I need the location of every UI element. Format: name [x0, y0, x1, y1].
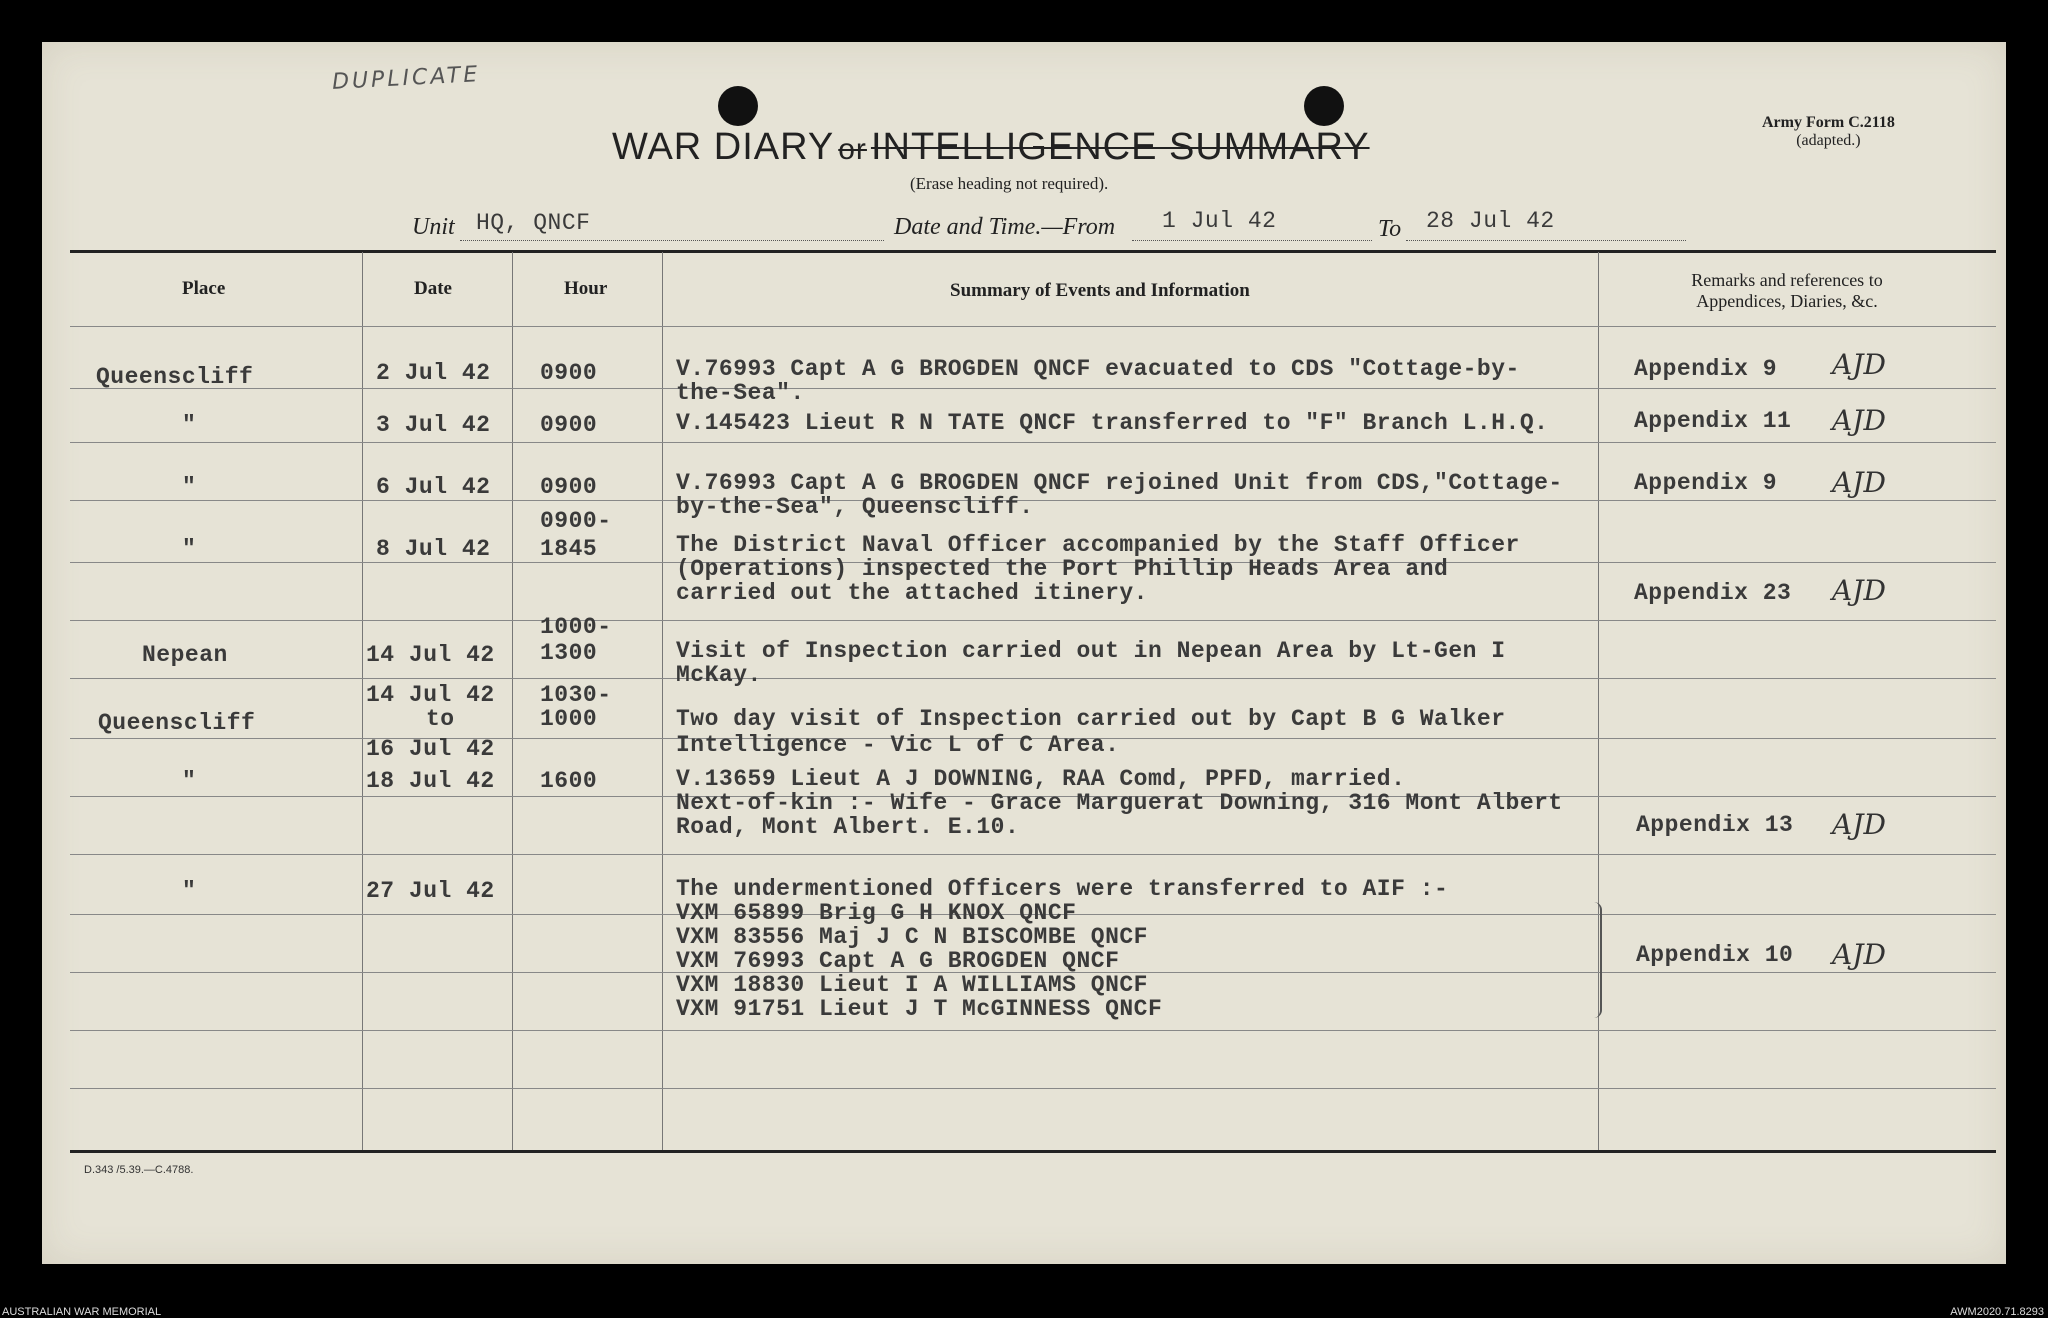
entry-6-date-end: 16 Jul 42	[366, 736, 495, 762]
row-rule	[70, 442, 1996, 443]
entry-8-line-4: VXM 76993 Capt A G BROGDEN QNCF	[676, 948, 1120, 974]
entry-5-hour-end: 1300	[540, 640, 598, 666]
remarks-line-2: Appendices, Diaries, &c.	[1696, 291, 1878, 311]
entry-6-place: Queenscliff	[98, 710, 256, 736]
row-rule	[70, 678, 1996, 679]
entry-6-hour-end: 1000	[540, 706, 598, 732]
entry-3-line-1: V.76993 Capt A G BROGDEN QNCF rejoined Unit from CDS,"Cottage-	[676, 470, 1563, 496]
row-rule	[70, 854, 1996, 855]
entry-5-line-2: McKay.	[676, 662, 762, 688]
row-rule	[70, 620, 1996, 621]
col-divider-2	[512, 252, 513, 1150]
unit-label: Unit	[412, 214, 455, 240]
col-divider-3	[662, 252, 663, 1150]
entry-4-place: "	[182, 536, 197, 562]
entry-3-remark: Appendix 9	[1634, 470, 1778, 496]
entry-3-date: 6 Jul 42	[376, 474, 491, 500]
entry-1-hour: 0900	[540, 360, 598, 386]
entry-4-line-3: carried out the attached itinery.	[676, 580, 1148, 606]
entry-5-place: Nepean	[142, 642, 228, 668]
entry-2-line-1: V.145423 Lieut R N TATE QNCF transferred to "F" Branch L.H.Q.	[676, 410, 1549, 436]
print-code: D.343 /5.39.—C.4788.	[84, 1164, 194, 1176]
entry-8-initials: AJD	[1832, 938, 1886, 971]
entry-8-place: "	[182, 878, 197, 904]
col-header-summary: Summary of Events and Information	[950, 280, 1250, 301]
entry-2-date: 3 Jul 42	[376, 412, 491, 438]
entry-7-place: "	[182, 768, 197, 794]
row-rule	[70, 388, 1996, 389]
entry-8-brace	[1590, 902, 1602, 1018]
document-page	[42, 42, 2006, 1264]
punch-hole-right	[1304, 86, 1344, 126]
col-header-date: Date	[414, 278, 452, 299]
header-rule	[70, 326, 1996, 327]
table-bottom-border	[70, 1150, 1996, 1153]
unit-underline	[460, 240, 884, 241]
entry-7-line-1: V.13659 Lieut A J DOWNING, RAA Comd, PPFD, married.	[676, 766, 1406, 792]
entry-4-line-1: The District Naval Officer accompanied by the Staff Officer	[676, 532, 1520, 558]
entry-1-place: Queenscliff	[96, 364, 254, 390]
entry-4-hour-end: 1845	[540, 536, 598, 562]
punch-hole-left	[718, 86, 758, 126]
entry-8-line-2: VXM 65899 Brig G H KNOX QNCF	[676, 900, 1077, 926]
entry-8-line-1: The undermentioned Officers were transferred to AIF :-	[676, 876, 1449, 902]
row-rule	[70, 1030, 1996, 1031]
title-intelligence-summary: INTELLIGENCE SUMMARY	[870, 126, 1370, 168]
title-war-diary: WAR DIARY	[612, 126, 835, 168]
entry-3-place: "	[182, 474, 197, 500]
entry-6-line-2: Intelligence - Vic L of C Area.	[676, 732, 1120, 758]
date-time-label: Date and Time.—From	[894, 214, 1116, 240]
table-top-border	[70, 250, 1996, 253]
entry-7-hour: 1600	[540, 768, 598, 794]
form-number: Army Form C.2118	[1762, 114, 1895, 131]
entry-1-date: 2 Jul 42	[376, 360, 491, 386]
entry-8-line-3: VXM 83556 Maj J C N BISCOMBE QNCF	[676, 924, 1148, 950]
date-to-underline	[1406, 240, 1686, 241]
entry-5-date: 14 Jul 42	[366, 642, 495, 668]
entry-1-remark: Appendix 9	[1634, 356, 1778, 382]
entry-3-initials: AJD	[1832, 466, 1886, 499]
date-from-value: 1 Jul 42	[1162, 208, 1277, 234]
entry-1-line-2: the-Sea".	[676, 380, 805, 406]
entry-7-date: 18 Jul 42	[366, 768, 495, 794]
col-header-place: Place	[182, 278, 226, 299]
col-header-remarks	[1622, 270, 1952, 312]
entry-4-initials: AJD	[1832, 574, 1886, 607]
form-title	[612, 126, 1370, 169]
entry-8-date: 27 Jul 42	[366, 878, 495, 904]
entry-3-hour: 0900	[540, 474, 598, 500]
form-reference	[1762, 114, 1895, 150]
entry-8-line-6: VXM 91751 Lieut J T McGINNESS QNCF	[676, 996, 1163, 1022]
entry-8-line-5: VXM 18830 Lieut I A WILLIAMS QNCF	[676, 972, 1148, 998]
entry-2-hour: 0900	[540, 412, 598, 438]
entry-2-place: "	[182, 412, 197, 438]
entry-7-remark: Appendix 13	[1636, 812, 1794, 838]
entry-6-hour: 1030-	[540, 682, 612, 708]
col-divider-1	[362, 252, 363, 1150]
footer-accession: AWM2020.71.8293	[1950, 1306, 2044, 1318]
entry-8-remark: Appendix 10	[1636, 942, 1794, 968]
entry-5-hour: 1000-	[540, 614, 612, 640]
date-to-value: 28 Jul 42	[1426, 208, 1555, 234]
entry-1-line-1: V.76993 Capt A G BROGDEN QNCF evacuated to CDS "Cottage-by-	[676, 356, 1520, 382]
row-rule	[70, 1088, 1996, 1089]
entry-4-line-2: (Operations) inspected the Port Phillip Heads Area and	[676, 556, 1449, 582]
form-adapted: (adapted.)	[1796, 132, 1861, 149]
col-header-hour: Hour	[564, 278, 608, 299]
entry-7-line-2: Next-of-kin :- Wife - Grace Marguerat Downing, 316 Mont Albert	[676, 790, 1563, 816]
entry-6-date: 14 Jul 42	[366, 682, 495, 708]
entry-4-remark: Appendix 23	[1634, 580, 1792, 606]
entry-7-initials: AJD	[1832, 808, 1886, 841]
entry-5-line-1: Visit of Inspection carried out in Nepean Area by Lt-Gen I	[676, 638, 1506, 664]
handwritten-duplicate-note: DUPLICATE	[331, 62, 481, 95]
entry-7-line-3: Road, Mont Albert. E.10.	[676, 814, 1020, 840]
erase-note: (Erase heading not required).	[910, 174, 1109, 193]
title-or: or	[838, 133, 867, 166]
entry-6-line-1: Two day visit of Inspection carried out by Capt B G Walker	[676, 706, 1506, 732]
date-to-label: To	[1378, 216, 1402, 242]
entry-2-initials: AJD	[1832, 404, 1886, 437]
date-from-underline	[1132, 240, 1372, 241]
entry-4-hour: 0900-	[540, 508, 612, 534]
entry-6-date-to: to	[426, 706, 455, 732]
entry-3-line-2: by-the-Sea", Queenscliff.	[676, 494, 1034, 520]
entry-2-remark: Appendix 11	[1634, 408, 1792, 434]
entry-1-initials: AJD	[1832, 348, 1886, 381]
remarks-line-1: Remarks and references to	[1691, 270, 1883, 290]
unit-value: HQ, QNCF	[476, 210, 591, 236]
entry-4-date: 8 Jul 42	[376, 536, 491, 562]
footer-institution: AUSTRALIAN WAR MEMORIAL	[2, 1306, 162, 1318]
